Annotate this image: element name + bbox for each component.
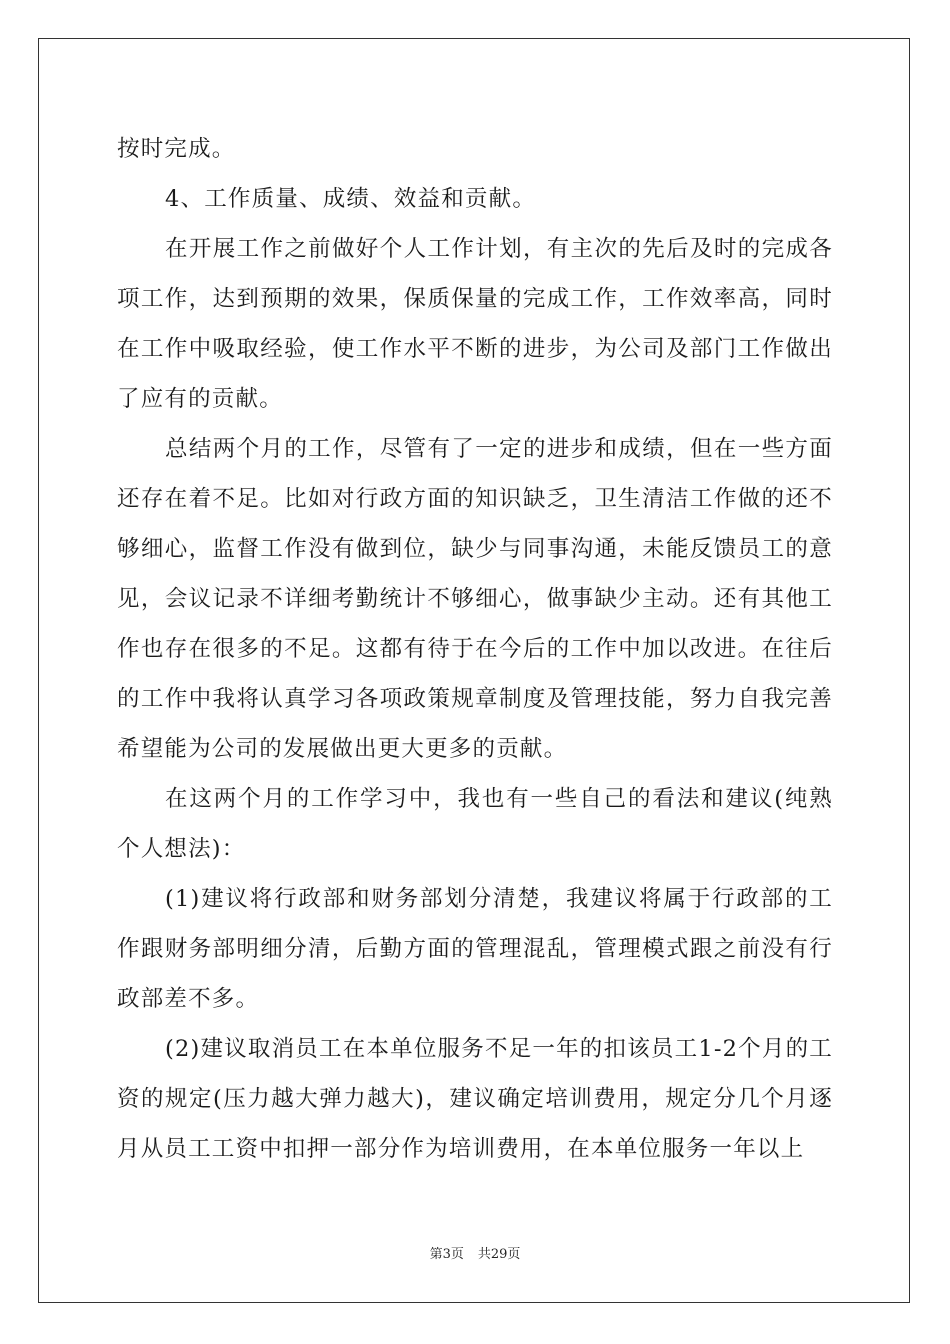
- document-body: [117, 124, 833, 1174]
- paragraph: (1)建议将行政部和财务部划分清楚，我建议将属于行政部的工作跟财务部明细分清，后勤方面的管理混乱，管理模式跟之前没有行政部差不多。: [117, 886, 833, 1012]
- paragraph: 总结两个月的工作，尽管有了一定的进步和成绩，但在一些方面还存在着不足。比如对行政方面的知识缺乏，卫生清洁工作做的还不够细心，监督工作没有做到位，缺少与同事沟通，未能反馈员工的意见，会议记录不详细考勤统计不够细心，做事缺少主动。还有其他工作也存在很多的不足。这都有待于在今后的工作中加以改进。在往后的工作中我将认真学习各项政策规章制度及管理技能，努力自我完善希望能为公司的发展做出更大更多的贡献。: [117, 436, 833, 762]
- paragraph: 按时完成。: [117, 136, 236, 162]
- paragraph: 4、工作质量、成绩、效益和贡献。: [165, 186, 537, 212]
- page-number: 第3页: [429, 1247, 464, 1262]
- paragraph: 在开展工作之前做好个人工作计划，有主次的先后及时的完成各项工作，达到预期的效果，保质保量的完成工作，工作效率高，同时在工作中吸取经验，使工作水平不断的进步，为公司及部门工作做出了应有的贡献。: [117, 236, 833, 412]
- page-footer: [0, 1246, 950, 1264]
- page-total: 共29页: [477, 1247, 521, 1262]
- paragraph: 在这两个月的工作学习中，我也有一些自己的看法和建议(纯熟个人想法)：: [117, 786, 833, 862]
- paragraph: (2)建议取消员工在本单位服务不足一年的扣该员工1-2个月的工资的规定(压力越大弹力越大)，建议确定培训费用，规定分几个月逐月从员工工资中扣押一部分作为培训费用，在本单位服务一年以上: [117, 1036, 833, 1162]
